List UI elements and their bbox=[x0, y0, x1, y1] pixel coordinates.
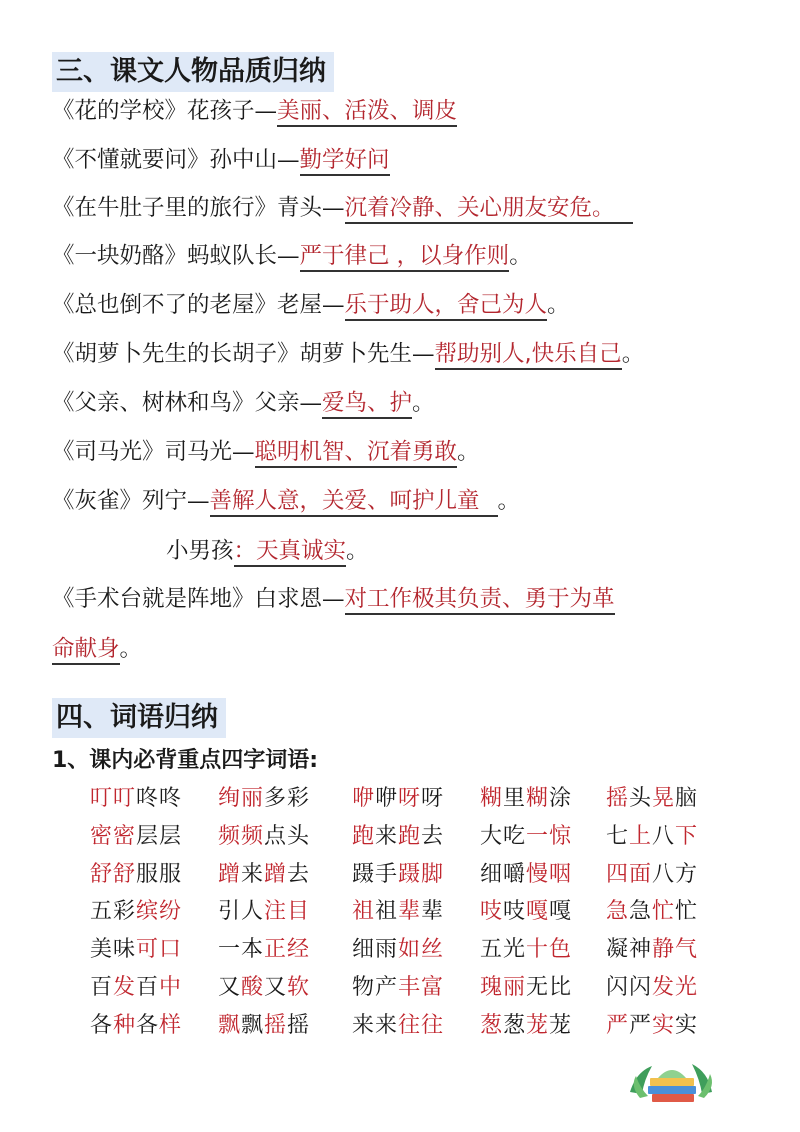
idiom-chars: 五光 bbox=[480, 937, 527, 963]
idiom-chars: 美味 bbox=[90, 937, 137, 963]
idiom-chars: 严 bbox=[629, 1012, 653, 1038]
idiom-chars: 一本 bbox=[218, 937, 265, 963]
character-quality: 乐于助人，舍己为人 bbox=[345, 292, 548, 321]
idiom-key-chars: 叮叮 bbox=[90, 786, 137, 811]
idiom-chars: 辈 bbox=[421, 899, 445, 925]
idiom-key-chars: 一惊 bbox=[526, 823, 573, 849]
section-heading-vocabulary: 四、词语归纳 bbox=[52, 698, 226, 738]
idiom-word bbox=[218, 784, 352, 814]
idiom-chars: 点头 bbox=[264, 823, 311, 849]
idiom-key-chars: 祖 bbox=[352, 899, 376, 925]
four-character-word-grid bbox=[90, 784, 716, 1041]
idiom-chars: 服服 bbox=[136, 861, 183, 887]
idiom-chars: 凝神 bbox=[606, 937, 653, 963]
idiom-key-chars: 可口 bbox=[136, 937, 183, 963]
idiom-chars: 八 bbox=[652, 823, 676, 849]
quality-entry bbox=[166, 536, 369, 566]
character-name: 花孩子— bbox=[187, 98, 278, 124]
idiom-chars: 细嚼 bbox=[480, 861, 527, 887]
quality-entry bbox=[52, 241, 532, 271]
idiom-key-chars: 晃 bbox=[652, 786, 676, 811]
idiom-key-chars: 严 bbox=[606, 1012, 630, 1038]
idiom-chars: 咿 bbox=[375, 786, 399, 811]
idiom-key-chars: 舒舒 bbox=[90, 861, 137, 887]
idiom-word bbox=[480, 973, 606, 1003]
character-name: 胡萝卜先生— bbox=[299, 341, 435, 367]
idiom-key-chars: 呀 bbox=[398, 786, 422, 811]
character-name: 司马光— bbox=[164, 439, 255, 465]
book-title: 《不懂就要问》 bbox=[52, 147, 210, 173]
idiom-word bbox=[90, 1011, 218, 1041]
idiom-key-chars: 中 bbox=[159, 974, 183, 1000]
character-quality: ：天真诚实 bbox=[234, 538, 347, 567]
end-punctuation: 。 bbox=[457, 439, 480, 465]
book-title: 《胡萝卜先生的长胡子》 bbox=[52, 341, 300, 367]
end-punctuation: 。 bbox=[119, 636, 143, 662]
idiom-key-chars: 糊 bbox=[526, 786, 550, 811]
quality-entry bbox=[52, 437, 480, 467]
end-punctuation: 。 bbox=[412, 390, 435, 416]
idiom-chars: 引人 bbox=[218, 899, 265, 925]
idiom-key-chars: 咿 bbox=[352, 786, 376, 811]
quality-entry bbox=[52, 388, 435, 418]
book-title: 《一块奶酪》 bbox=[52, 243, 188, 269]
idiom-word bbox=[90, 822, 218, 852]
book-title: 《总也倒不了的老屋》 bbox=[52, 292, 278, 318]
idiom-chars: 来来 bbox=[352, 1012, 399, 1038]
idiom-word bbox=[352, 935, 480, 965]
idiom-word bbox=[606, 822, 716, 852]
idiom-word bbox=[218, 935, 352, 965]
idiom-key-chars: 丰富 bbox=[398, 974, 445, 1000]
idiom-key-chars: 实 bbox=[652, 1012, 676, 1038]
idiom-word bbox=[606, 784, 716, 814]
idiom-word bbox=[90, 860, 218, 890]
idiom-word bbox=[218, 973, 352, 1003]
idiom-word bbox=[218, 860, 352, 890]
idiom-word bbox=[352, 973, 480, 1003]
idiom-key-chars: 缤纷 bbox=[136, 899, 183, 925]
idiom-word bbox=[352, 860, 480, 890]
idiom-chars: 去 bbox=[287, 861, 311, 887]
idiom-key-chars: 慢咽 bbox=[526, 861, 573, 887]
quality-entry bbox=[52, 290, 570, 320]
idiom-word bbox=[606, 897, 716, 927]
character-name: 白求恩— bbox=[254, 586, 345, 612]
book-title: 《花的学校》 bbox=[52, 98, 188, 124]
idiom-chars: 大吃 bbox=[480, 823, 527, 849]
idiom-key-chars: 四面 bbox=[606, 861, 653, 887]
idiom-key-chars: 嘎 bbox=[526, 899, 550, 925]
idiom-chars: 又 bbox=[218, 974, 242, 1000]
idiom-chars: 闪闪 bbox=[606, 974, 653, 1000]
idiom-key-chars: 往往 bbox=[398, 1012, 445, 1038]
idiom-chars: 无比 bbox=[526, 974, 573, 1000]
idiom-key-chars: 跑 bbox=[398, 823, 422, 849]
idiom-key-chars: 瑰丽 bbox=[480, 974, 527, 1000]
idiom-word bbox=[218, 1011, 352, 1041]
character-name: 孙中山— bbox=[209, 147, 300, 173]
idiom-key-chars: 频频 bbox=[218, 823, 265, 849]
idiom-key-chars: 上 bbox=[629, 823, 653, 849]
idiom-word bbox=[606, 860, 716, 890]
idiom-key-chars: 注目 bbox=[264, 899, 311, 925]
idiom-chars: 脑 bbox=[675, 786, 699, 811]
character-name: 老屋— bbox=[277, 292, 345, 318]
idiom-chars: 忙 bbox=[675, 899, 699, 925]
idiom-word bbox=[352, 897, 480, 927]
idiom-key-chars: 辈 bbox=[398, 899, 422, 925]
subheading-four-character-words: 1、课内必背重点四字词语: bbox=[52, 748, 319, 773]
idiom-key-chars: 蹭 bbox=[218, 861, 242, 887]
idiom-word bbox=[606, 973, 716, 1003]
idiom-chars: 八方 bbox=[652, 861, 699, 887]
idiom-word bbox=[480, 860, 606, 890]
idiom-word bbox=[90, 935, 218, 965]
book-title: 《手术台就是阵地》 bbox=[52, 586, 255, 612]
idiom-key-chars: 忙 bbox=[652, 899, 676, 925]
idiom-chars: 各 bbox=[136, 1012, 160, 1038]
idiom-chars: 头 bbox=[629, 786, 653, 811]
quality-entry bbox=[52, 584, 615, 614]
character-name: 小男孩 bbox=[166, 538, 234, 564]
idiom-key-chars: 绚丽 bbox=[218, 786, 265, 811]
idiom-key-chars: 十色 bbox=[526, 937, 573, 963]
idiom-key-chars: 发 bbox=[113, 974, 137, 1000]
book-title: 《灰雀》 bbox=[52, 488, 143, 514]
idiom-chars: 祖 bbox=[375, 899, 399, 925]
quality-entry bbox=[52, 193, 633, 223]
character-name: 列宁— bbox=[142, 488, 210, 514]
quality-entry bbox=[52, 96, 457, 126]
character-quality: 勤学好问 bbox=[300, 147, 390, 176]
books-with-leaves-icon bbox=[622, 1052, 722, 1108]
idiom-key-chars: 急 bbox=[606, 899, 630, 925]
character-quality: 美丽、活泼、调皮 bbox=[277, 98, 457, 127]
idiom-key-chars: 跑 bbox=[352, 823, 376, 849]
idiom-key-chars: 葱 bbox=[480, 1012, 504, 1038]
idiom-key-chars: 茏 bbox=[526, 1012, 550, 1038]
idiom-word bbox=[90, 897, 218, 927]
idiom-key-chars: 下 bbox=[675, 823, 699, 849]
idiom-word bbox=[352, 822, 480, 852]
idiom-chars: 五彩 bbox=[90, 899, 137, 925]
quality-entry bbox=[52, 339, 644, 369]
end-punctuation: 。 bbox=[547, 292, 570, 318]
quality-entry bbox=[52, 145, 390, 175]
end-punctuation: 。 bbox=[497, 488, 521, 514]
idiom-chars: 来 bbox=[375, 823, 399, 849]
idiom-key-chars: 发光 bbox=[652, 974, 699, 1000]
idiom-word bbox=[606, 935, 716, 965]
idiom-chars: 物产 bbox=[352, 974, 399, 1000]
character-quality: 善解人意，关爱、呵护儿童 bbox=[210, 488, 498, 517]
idiom-key-chars: 摇 bbox=[264, 1012, 288, 1038]
idiom-chars: 百 bbox=[90, 974, 114, 1000]
idiom-chars: 吱 bbox=[503, 899, 527, 925]
idiom-word bbox=[218, 822, 352, 852]
idiom-word bbox=[606, 1011, 716, 1041]
idiom-key-chars: 蹭 bbox=[264, 861, 288, 887]
idiom-chars: 里 bbox=[503, 786, 527, 811]
idiom-word bbox=[480, 822, 606, 852]
book-title: 《司马光》 bbox=[52, 439, 165, 465]
idiom-chars: 层层 bbox=[136, 823, 183, 849]
idiom-word bbox=[352, 1011, 480, 1041]
idiom-word bbox=[480, 897, 606, 927]
idiom-key-chars: 密密 bbox=[90, 823, 137, 849]
idiom-word bbox=[90, 973, 218, 1003]
idiom-word bbox=[480, 1011, 606, 1041]
idiom-key-chars: 样 bbox=[159, 1012, 183, 1038]
character-quality: 沉着冷静、关心朋友安危。 bbox=[345, 195, 633, 224]
idiom-chars: 蹑手 bbox=[352, 861, 399, 887]
character-name: 父亲— bbox=[254, 390, 323, 416]
idiom-key-chars: 酸 bbox=[241, 974, 265, 1000]
character-name: 青头— bbox=[277, 195, 345, 221]
idiom-chars: 急 bbox=[629, 899, 653, 925]
end-punctuation: 。 bbox=[509, 243, 532, 269]
idiom-chars: 摇 bbox=[287, 1012, 311, 1038]
idiom-word bbox=[90, 784, 218, 814]
idiom-word bbox=[480, 935, 606, 965]
idiom-key-chars: 软 bbox=[287, 974, 311, 1000]
idiom-chars: 来 bbox=[241, 861, 265, 887]
section-heading-character-qualities: 三、课文人物品质归纳 bbox=[52, 52, 334, 92]
idiom-chars: 咚咚 bbox=[136, 786, 183, 811]
character-name: 蚂蚁队长— bbox=[187, 243, 300, 269]
character-quality: 爱鸟、护 bbox=[322, 390, 412, 419]
idiom-chars: 百 bbox=[136, 974, 160, 1000]
idiom-chars: 七 bbox=[606, 823, 630, 849]
idiom-word bbox=[352, 784, 480, 814]
idiom-key-chars: 飘 bbox=[218, 1012, 242, 1038]
idiom-chars: 茏 bbox=[549, 1012, 573, 1038]
idiom-key-chars: 静气 bbox=[652, 937, 699, 963]
idiom-chars: 呀 bbox=[421, 786, 445, 811]
idiom-key-chars: 吱 bbox=[480, 899, 504, 925]
idiom-chars: 多彩 bbox=[264, 786, 311, 811]
character-quality: 命献身 bbox=[52, 636, 120, 665]
idiom-key-chars: 蹑脚 bbox=[398, 861, 445, 887]
idiom-chars: 又 bbox=[264, 974, 288, 1000]
character-quality: 对工作极其负责、勇于为革 bbox=[345, 586, 615, 615]
idiom-chars: 葱 bbox=[503, 1012, 527, 1038]
book-title: 《父亲、树林和鸟》 bbox=[52, 390, 255, 416]
idiom-key-chars: 摇 bbox=[606, 786, 630, 811]
idiom-key-chars: 正经 bbox=[264, 937, 311, 963]
quality-entry-continuation bbox=[52, 634, 142, 664]
end-punctuation: 。 bbox=[346, 538, 369, 564]
idiom-chars: 飘 bbox=[241, 1012, 265, 1038]
idiom-chars: 涂 bbox=[549, 786, 573, 811]
idiom-chars: 嘎 bbox=[549, 899, 573, 925]
quality-entry bbox=[52, 486, 520, 516]
character-quality: 严于律己 ，以身作则 bbox=[300, 243, 510, 272]
idiom-key-chars: 如丝 bbox=[398, 937, 445, 963]
idiom-chars: 各 bbox=[90, 1012, 114, 1038]
end-punctuation: 。 bbox=[621, 341, 645, 367]
idiom-word bbox=[218, 897, 352, 927]
idiom-key-chars: 种 bbox=[113, 1012, 137, 1038]
character-quality: 聪明机智、沉着勇敢 bbox=[255, 439, 458, 468]
character-quality: 帮助别人,快乐自己 bbox=[435, 341, 622, 370]
idiom-key-chars: 糊 bbox=[480, 786, 504, 811]
idiom-chars: 实 bbox=[675, 1012, 699, 1038]
book-title: 《在牛肚子里的旅行》 bbox=[52, 195, 278, 221]
idiom-chars: 去 bbox=[421, 823, 445, 849]
idiom-chars: 细雨 bbox=[352, 937, 399, 963]
idiom-word bbox=[480, 784, 606, 814]
